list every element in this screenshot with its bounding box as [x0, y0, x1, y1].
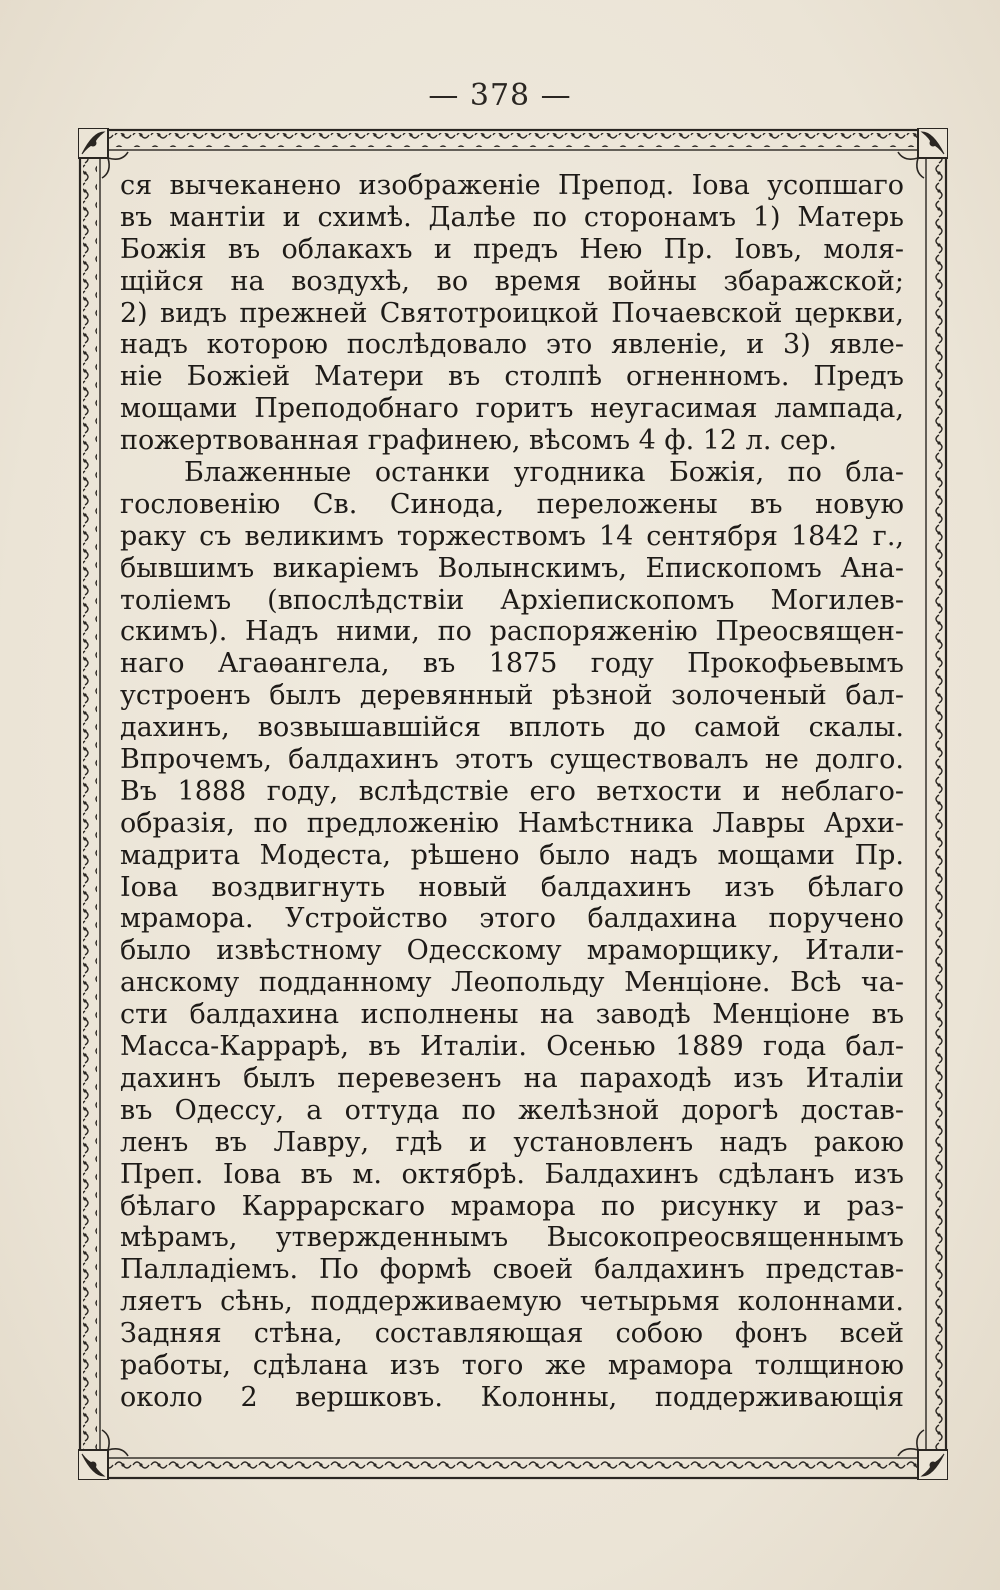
text-line: наго Агаѳангела, въ 1875 году Прокофьевымъ — [120, 648, 904, 680]
text-line: Впрочемъ, балдахинъ этотъ существовалъ не долго. — [120, 744, 904, 776]
text-line: устроенъ былъ деревянный рѣзной золоченый бал- — [120, 680, 904, 712]
text-line: ся вычеканено изображеніе Препод. Іова усопшаго — [120, 170, 904, 201]
text-line: ляетъ сѣнь, поддерживаемую четырьмя колоннами. — [120, 1286, 904, 1318]
text-line: дахинъ былъ перевезенъ на параходѣ изъ Италіи — [120, 1062, 904, 1094]
text-line: Задняя стѣна, составляющая собою фонъ всей — [120, 1318, 904, 1350]
text-line: бывшимъ викаріемъ Волынскимъ, Епископомъ Ана- — [120, 552, 904, 584]
text-line: скимъ). Надъ ними, по распоряженію Преосвящен- — [120, 616, 904, 648]
text-line: бѣлаго Каррарскаго мрамора по рисунку и раз- — [120, 1190, 904, 1222]
text-line: въ мантіи и схимѣ. Далѣе по сторонамъ 1) Матерь — [120, 201, 904, 233]
text-line: 2) видъ прежней Святотроицкой Почаевской церкви, — [120, 297, 904, 329]
text-line: щійся на воздухѣ, во время войны збаражской; — [120, 265, 904, 297]
text-line: работы, сдѣлана изъ того же мрамора толщиною — [120, 1349, 904, 1381]
text-line: ленъ въ Лавру, гдѣ и установленъ надъ ракою — [120, 1126, 904, 1158]
text-line: Іова воздвигнуть новый балдахинъ изъ бѣлаго — [120, 871, 904, 903]
text-line: раку съ великимъ торжествомъ 14 сентября 1842 г., — [120, 520, 904, 552]
text-line: пожертвованная графинею, вѣсомъ 4 ф. 12 л. сер. — [120, 425, 837, 457]
text-line: Преп. Іова въ м. октябрѣ. Балдахинъ сдѣланъ изъ — [120, 1158, 904, 1190]
text-line: мѣрамъ, утвержденнымъ Высокопреосвященнымъ — [120, 1222, 904, 1254]
body-text — [120, 170, 904, 1420]
text-line: около 2 вершковъ. Колонны, поддерживающія — [120, 1381, 904, 1413]
text-line: анскому подданному Леопольду Менціоне. Всѣ ча- — [120, 967, 904, 999]
text-line: надъ которою послѣдовало это явленіе, и 3) явле- — [120, 329, 904, 361]
text-line: толіемъ (впослѣдствіи Архіепископомъ Могилев- — [120, 584, 904, 616]
paragraph-2 — [120, 457, 904, 1414]
text-line: Божія въ облакахъ и предъ Нею Пр. Іовъ, моля- — [120, 233, 904, 265]
text-line: мадрита Модеста, рѣшено было надъ мощами Пр. — [120, 839, 904, 871]
text-line: Блаженные останки угодника Божія, по бла- — [184, 457, 904, 489]
text-line: ніе Божіей Матери въ столпѣ огненномъ. Предъ — [120, 361, 904, 393]
text-line: образія, по предложенію Намѣстника Лавры Архи- — [120, 807, 904, 839]
text-line: Палладіемъ. По формѣ своей балдахинъ представ- — [120, 1254, 904, 1286]
page-number: — 378 — — [428, 78, 572, 113]
text-line: гословенію Св. Синода, переложены въ новую — [120, 488, 904, 520]
text-line: въ Одессу, а оттуда по желѣзной дорогѣ достав- — [120, 1094, 904, 1126]
paragraph-1 — [120, 170, 904, 457]
text-line: сти балдахина исполнены на заводѣ Менціоне въ — [120, 999, 904, 1031]
text-line: Въ 1888 году, вслѣдствіе его ветхости и неблаго- — [120, 775, 904, 807]
text-line: Масса-Каррарѣ, въ Италіи. Осенью 1889 года бал- — [120, 1031, 904, 1063]
text-line: дахинъ, возвышавшійся вплоть до самой скалы. — [120, 712, 904, 744]
text-line: мрамора. Устройство этого балдахина поручено — [120, 903, 904, 935]
text-line: было извѣстному Одесскому мраморщику, Итали- — [120, 935, 904, 967]
text-line: мощами Преподобнаго горитъ неугасимая лампада, — [120, 393, 904, 425]
